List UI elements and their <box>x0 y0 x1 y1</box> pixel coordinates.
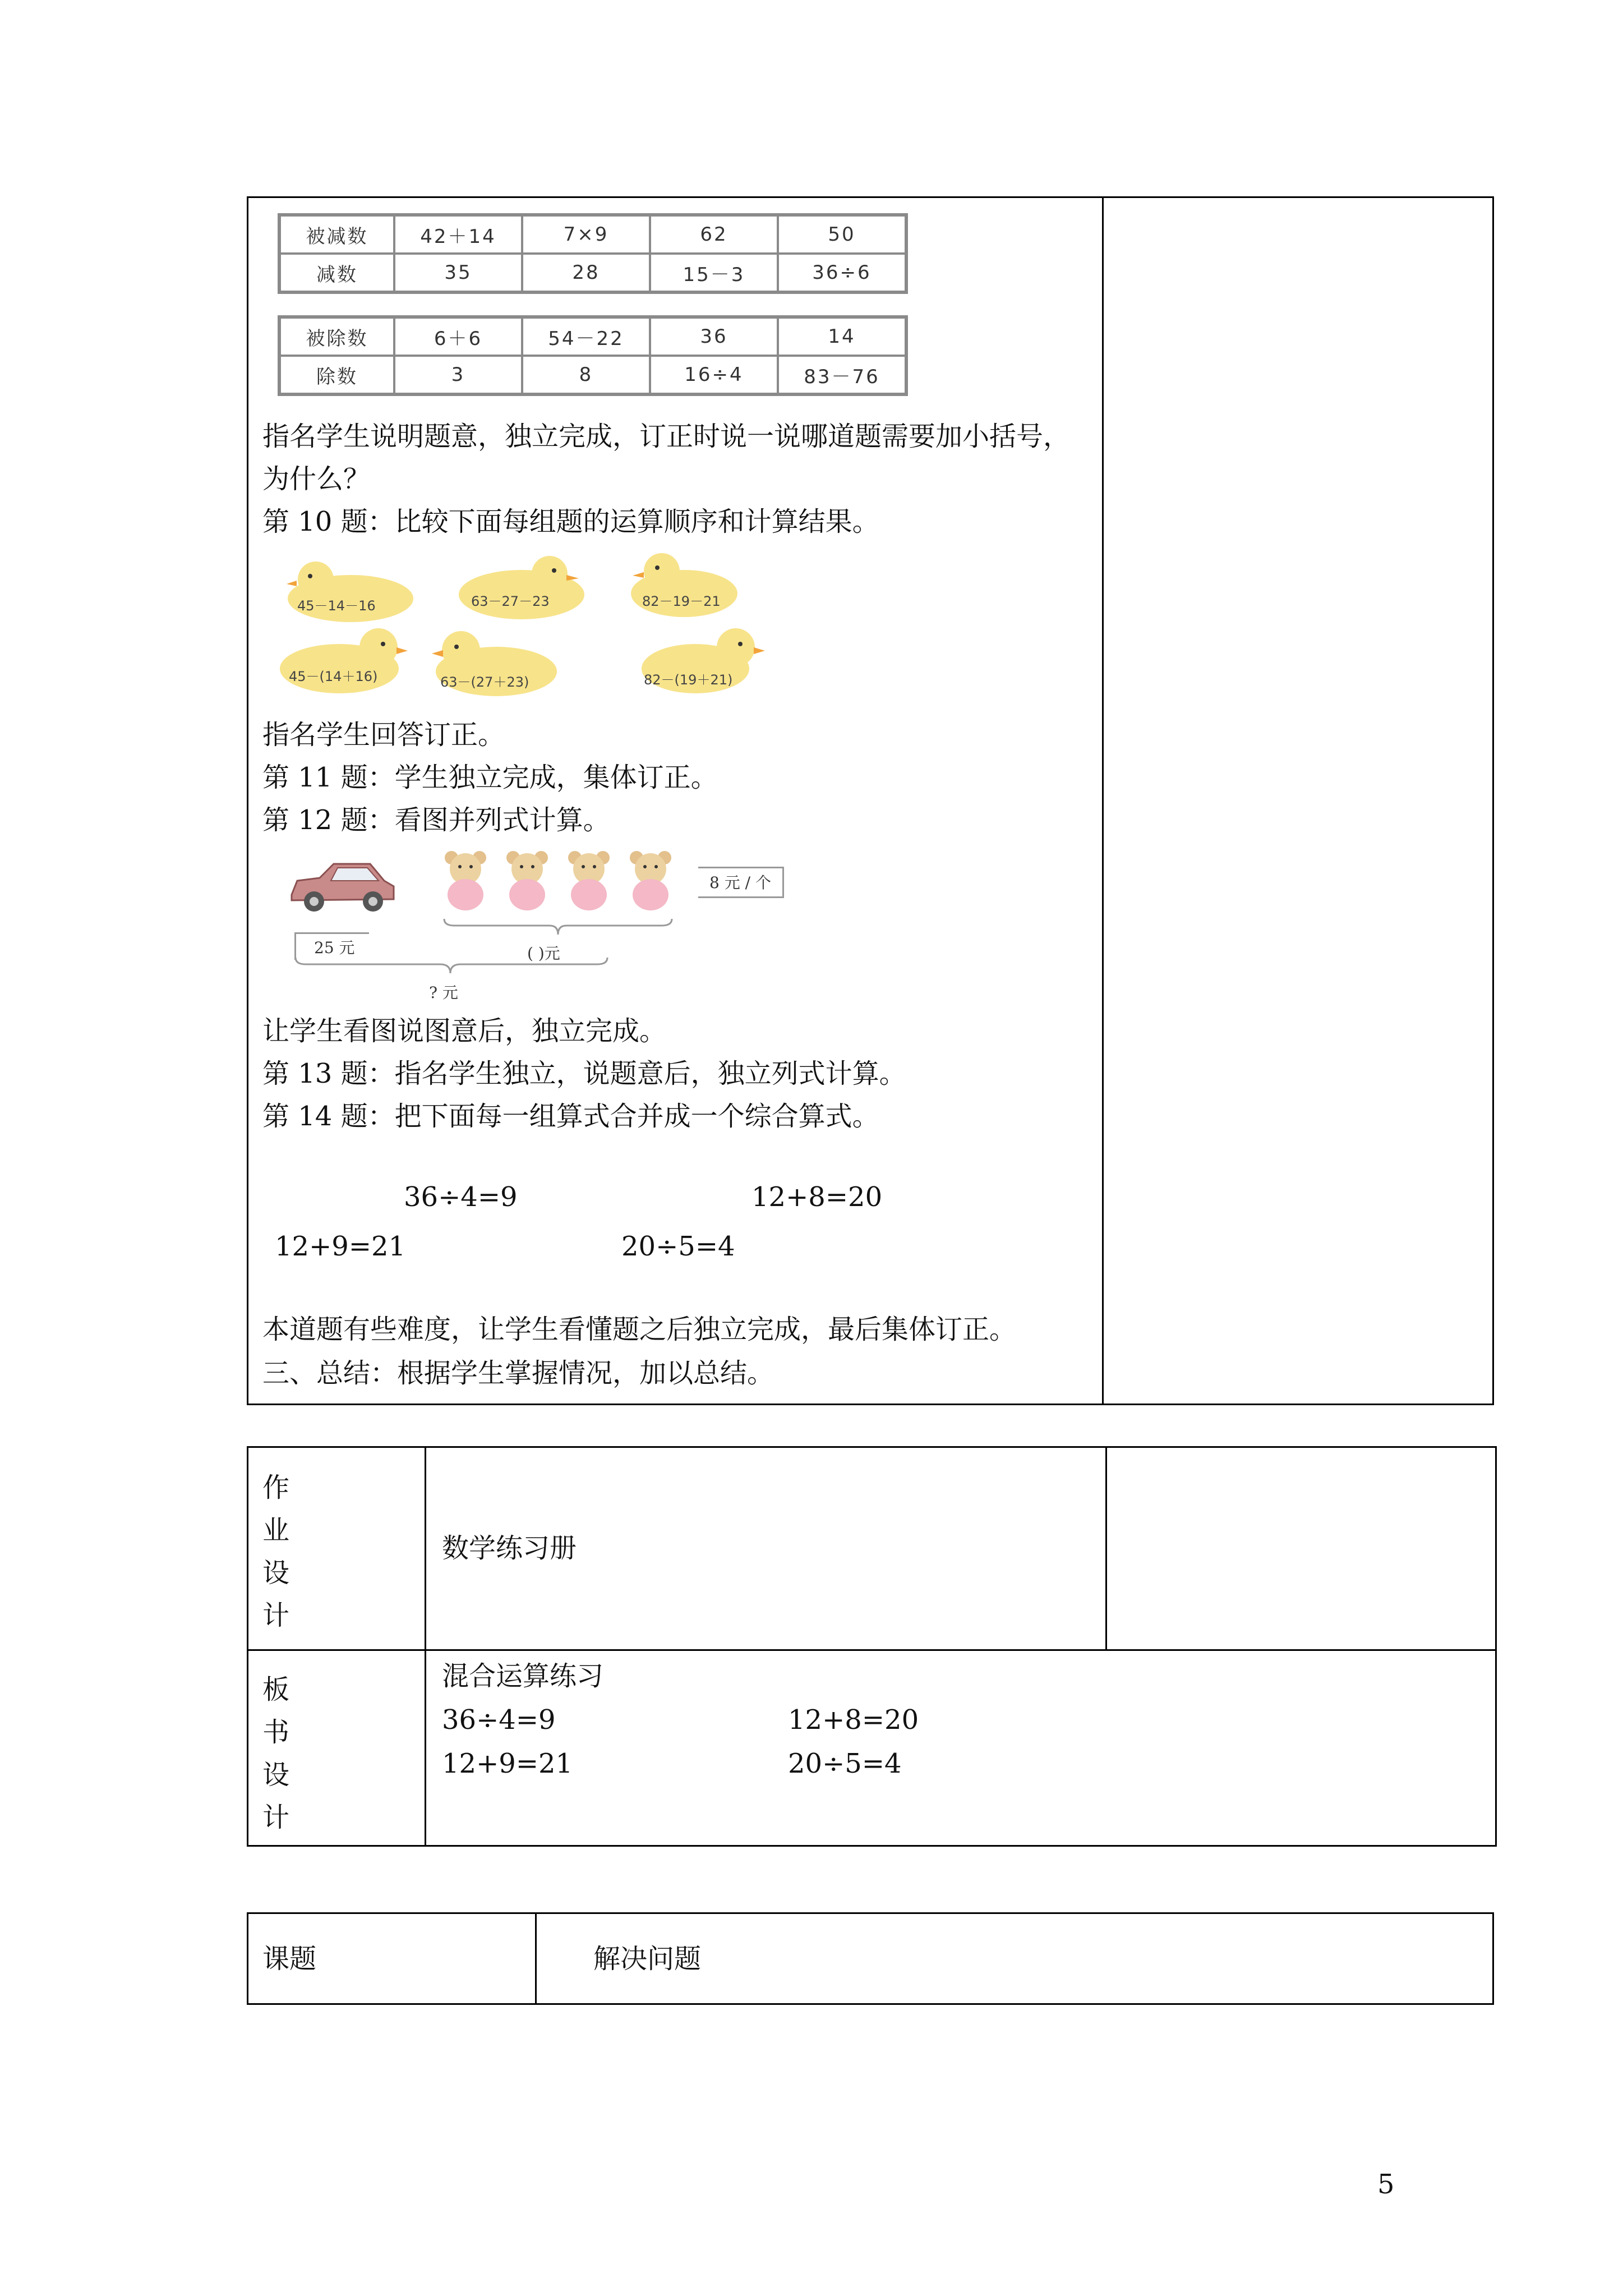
equation: 20÷5=4 <box>621 1231 735 1262</box>
board-equation: 20÷5=4 <box>788 1748 902 1779</box>
summary-text: 三、总结：根据学生掌握情况，加以总结。 <box>262 1358 774 1389</box>
lesson-label: 课题 <box>262 1943 317 1975</box>
table-cell: 被除数 <box>279 317 394 356</box>
table-cell: 15－3 <box>650 254 778 292</box>
table-cell: 6＋6 <box>394 317 522 356</box>
table-cell: 被减数 <box>279 215 394 254</box>
homework-label-char: 业 <box>262 1515 289 1546</box>
table-cell: 减数 <box>279 254 394 292</box>
teddy-bear-icon <box>625 850 676 912</box>
board-label-char: 书 <box>262 1717 289 1748</box>
bears-brace <box>443 918 673 940</box>
table-cell: 8 <box>522 356 650 394</box>
homework-label-char: 计 <box>262 1600 289 1631</box>
toy-car-icon <box>286 855 398 917</box>
equation: 36÷4=9 <box>404 1181 518 1213</box>
duck-icon <box>283 558 418 625</box>
division-table <box>278 315 908 396</box>
duck-label: 63－(27＋23) <box>440 674 529 690</box>
equation: 12+9=21 <box>275 1231 406 1262</box>
equation: 12+8=20 <box>751 1181 883 1213</box>
instruction-text: 指名学生说明题意，独立完成，订正时说一说哪道题需要加小括号， <box>262 421 1071 452</box>
question-12-note: 让学生看图说图意后，独立完成。 <box>262 1015 667 1047</box>
board-equation: 12+8=20 <box>788 1704 919 1736</box>
bears-total-label: ( )元 <box>527 944 560 963</box>
duck-label: 82－(19＋21) <box>644 672 733 688</box>
duck-label: 82－19－21 <box>642 593 721 609</box>
teddy-bear-icon <box>440 850 491 912</box>
table-cell: 28 <box>522 254 650 292</box>
table-cell: 42＋14 <box>394 215 522 254</box>
question-12: 第 12 题：看图并列式计算。 <box>262 804 610 836</box>
table-cell: 7×9 <box>522 215 650 254</box>
teddy-bear-icon <box>502 850 552 912</box>
board-title: 混合运算练习 <box>442 1660 604 1692</box>
question-13: 第 13 题：指名学生独立，说题意后，独立列式计算。 <box>262 1058 906 1089</box>
board-equation: 36÷4=9 <box>442 1704 556 1736</box>
table-cell: 16÷4 <box>650 356 778 394</box>
table-cell: 35 <box>394 254 522 292</box>
table-cell: 50 <box>778 215 906 254</box>
table-cell: 3 <box>394 356 522 394</box>
board-label-char: 板 <box>262 1674 289 1705</box>
subtraction-table <box>278 213 908 294</box>
duck-label: 45－(14＋16) <box>289 669 378 684</box>
price-tag-label: 8 元 / 个 <box>709 873 771 892</box>
board-label-char: 计 <box>262 1802 289 1833</box>
duck-label: 45－14－16 <box>297 598 376 614</box>
teddy-bear-icon <box>564 850 614 912</box>
homework-label-char: 设 <box>262 1557 289 1589</box>
table-cell: 62 <box>650 215 778 254</box>
question-10: 第 10 题：比较下面每组题的运算顺序和计算结果。 <box>262 506 879 537</box>
homework-label-char: 作 <box>262 1472 289 1503</box>
total-question-label: ? 元 <box>429 983 458 1002</box>
table-cell: 83－76 <box>778 356 906 394</box>
table-cell: 14 <box>778 317 906 356</box>
homework-content: 数学练习册 <box>442 1533 577 1564</box>
duck-icon <box>454 553 589 623</box>
car-price-label: 25 元 <box>314 938 355 957</box>
duck-label: 63－27－23 <box>471 593 550 609</box>
page-number: 5 <box>1377 2169 1395 2200</box>
table-cell: 除数 <box>279 356 394 394</box>
question-11: 第 11 题：学生独立完成，集体订正。 <box>262 762 718 793</box>
table-cell: 36 <box>650 317 778 356</box>
table-cell: 36÷6 <box>778 254 906 292</box>
answer-correction-text: 指名学生回答订正。 <box>262 719 505 751</box>
instruction-text: 为什么？ <box>262 463 371 495</box>
lesson-title: 解决问题 <box>593 1943 702 1975</box>
table-cell: 54－22 <box>522 317 650 356</box>
board-equation: 12+9=21 <box>442 1748 573 1779</box>
difficulty-text: 本道题有些难度，让学生看懂题之后独立完成，最后集体订正。 <box>262 1314 1017 1345</box>
board-label-char: 设 <box>262 1759 289 1791</box>
question-14: 第 14 题：把下面每一组算式合并成一个综合算式。 <box>262 1101 879 1132</box>
total-brace <box>294 956 608 979</box>
